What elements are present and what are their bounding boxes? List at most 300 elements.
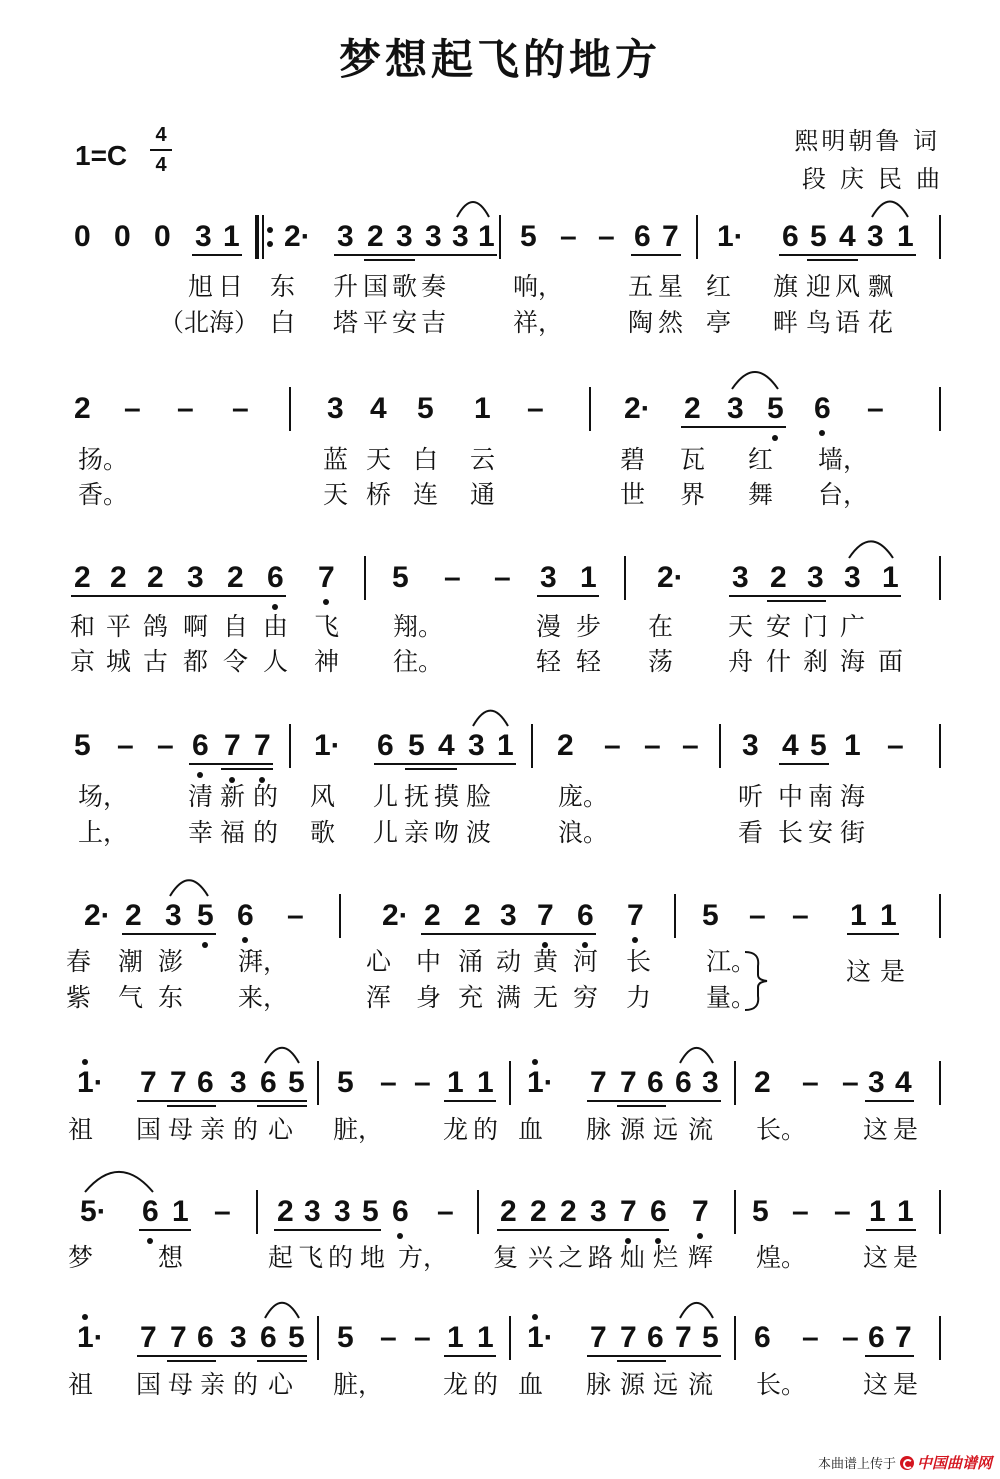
note-2: 2	[367, 220, 384, 253]
lyric-syllable: 都	[183, 647, 209, 676]
beam-underline	[405, 768, 457, 770]
note-6: 6	[754, 1321, 771, 1354]
bar-line	[734, 1316, 736, 1360]
note-3: 3	[327, 392, 344, 425]
beam-underline	[681, 426, 786, 428]
note-6: 6	[577, 899, 594, 932]
duration-dash: –	[124, 392, 141, 425]
bar-line	[499, 215, 501, 259]
bar-line	[317, 1061, 319, 1105]
lyric-syllable: 涌	[458, 947, 484, 976]
lyric-syllable: 清	[188, 782, 214, 811]
bar-line	[939, 556, 941, 600]
lyric-syllable: 血	[518, 1115, 544, 1144]
note-5: 5	[417, 392, 434, 425]
note-1-dotted: 1·	[527, 1066, 554, 1099]
note-2: 2	[125, 899, 142, 932]
beam-underline	[866, 1229, 916, 1231]
note-6: 6	[377, 729, 394, 762]
lyric-syllable: 流	[688, 1115, 714, 1144]
lyric-syllable: 的	[473, 1370, 499, 1399]
time-signature-top: 4	[155, 124, 167, 146]
lyric-syllable: 这	[863, 1243, 889, 1272]
lyric-syllable: 的	[253, 782, 279, 811]
lyric-syllable: 充	[458, 983, 484, 1012]
beam-underline	[334, 254, 497, 256]
lyric-syllable: 瓦	[680, 445, 706, 474]
note-4: 4	[438, 729, 455, 762]
lyric-syllable: 歌	[392, 272, 418, 301]
lyric-syllable: 亲	[200, 1115, 226, 1144]
lyric-syllable: 路	[588, 1243, 614, 1272]
lyric-syllable: 南	[808, 782, 834, 811]
lyric-syllable: 脏，	[333, 1370, 384, 1399]
duration-dash: –	[842, 1321, 859, 1354]
duration-dash: –	[214, 1195, 231, 1228]
lyric-syllable: 龙	[443, 1370, 469, 1399]
note-1: 1	[474, 392, 491, 425]
lyric-syllable: 国	[136, 1115, 162, 1144]
duration-dash: –	[494, 561, 511, 594]
beam-underline	[617, 1360, 666, 1362]
bar-line	[509, 1316, 511, 1360]
note-3: 3	[396, 220, 413, 253]
note-2: 2	[557, 729, 574, 762]
note-1: 1	[850, 899, 867, 932]
lyric-syllable: 风	[835, 272, 861, 301]
note-7: 7	[895, 1321, 912, 1354]
octave-dot-below	[272, 604, 278, 610]
octave-dot-above	[82, 1314, 88, 1320]
lyric-syllable: 煌。	[756, 1243, 807, 1272]
note-3: 3	[187, 561, 204, 594]
note-3: 3	[500, 899, 517, 932]
beam-underline	[137, 1100, 307, 1102]
lyric-syllable: 澎	[158, 947, 184, 976]
duration-dash: –	[117, 729, 134, 762]
note-2: 2	[424, 899, 441, 932]
note-7: 7	[662, 220, 679, 253]
note-3: 3	[844, 561, 861, 594]
lyric-syllable: 陶	[628, 308, 654, 337]
duration-dash: –	[604, 729, 621, 762]
duration-dash: –	[157, 729, 174, 762]
duration-dash: –	[560, 220, 577, 253]
note-6: 6	[392, 1195, 409, 1228]
note-3: 3	[807, 561, 824, 594]
lyric-syllable: 和	[70, 612, 96, 641]
note-3: 3	[702, 1066, 719, 1099]
note-6: 6	[868, 1321, 885, 1354]
lyric-syllable: 吻	[434, 818, 460, 847]
lyric-syllable: 之	[558, 1243, 584, 1272]
lyric-syllable: 梦	[68, 1243, 94, 1272]
lyric-syllable: 这	[863, 1115, 889, 1144]
lyric-syllable: 京	[70, 647, 96, 676]
lyric-syllable: 源	[620, 1115, 646, 1144]
note-5: 5	[408, 729, 425, 762]
lyric-syllable: 脉	[586, 1115, 612, 1144]
note-1: 1	[478, 220, 495, 253]
lyric-syllable: 心	[268, 1115, 294, 1144]
note-3: 3	[230, 1066, 247, 1099]
lyric-syllable: 天	[366, 445, 392, 474]
lyric-syllable: 风	[310, 782, 336, 811]
lyric-syllable: 神	[314, 647, 340, 676]
duration-dash: –	[834, 1195, 851, 1228]
note-5: 5	[288, 1321, 305, 1354]
duration-dash: –	[380, 1321, 397, 1354]
note-3: 3	[195, 220, 212, 253]
octave-dot-below	[197, 772, 203, 778]
lyric-syllable: 远	[653, 1115, 679, 1144]
note-2: 2	[464, 899, 481, 932]
lyric-syllable: 东	[158, 983, 184, 1012]
lyric-syllable: 母	[168, 1115, 194, 1144]
note-3: 3	[425, 220, 442, 253]
lyric-syllable: 舟	[728, 647, 754, 676]
note-6: 6	[650, 1195, 667, 1228]
lyric-syllable: 东	[270, 272, 296, 301]
lyric-syllable: 湃，	[238, 947, 289, 976]
duration-dash: –	[437, 1195, 454, 1228]
bar-line	[939, 1316, 941, 1360]
lyric-syllable: 无	[533, 983, 559, 1012]
bar-line	[939, 1190, 941, 1234]
lyric-syllable: 源	[620, 1370, 646, 1399]
note-7: 7	[620, 1195, 637, 1228]
lyric-syllable: 心	[366, 947, 392, 976]
beam-underline	[274, 1229, 381, 1231]
lyric-syllable: 响，	[513, 272, 564, 301]
lyric-syllable: 然	[658, 308, 684, 337]
note-2-dotted: 2·	[84, 899, 111, 932]
lyric-syllable: 花	[868, 308, 894, 337]
note-2: 2	[500, 1195, 517, 1228]
note-6: 6	[260, 1321, 277, 1354]
lyric-syllable: 荡	[648, 647, 674, 676]
note-7: 7	[170, 1066, 187, 1099]
note-7: 7	[620, 1321, 637, 1354]
note-2: 2	[530, 1195, 547, 1228]
bar-line	[256, 1190, 258, 1234]
duration-dash: –	[749, 899, 766, 932]
lyric-syllable: 的	[233, 1115, 259, 1144]
note-6: 6	[192, 729, 209, 762]
note-7: 7	[140, 1066, 157, 1099]
lyric-syllable: 往。	[393, 647, 444, 676]
note-3: 3	[337, 220, 354, 253]
lyric-syllable: 鸟	[806, 308, 832, 337]
note-3: 3	[732, 561, 749, 594]
note-1: 1	[880, 899, 897, 932]
note-3: 3	[742, 729, 759, 762]
lyric-syllable: 海	[840, 647, 866, 676]
lyric-syllable: 墙，	[818, 445, 869, 474]
lyric-syllable: 广	[840, 612, 866, 641]
duration-dash: –	[414, 1066, 431, 1099]
lyric-syllable: 方，	[398, 1243, 449, 1272]
beam-underline	[167, 1360, 216, 1362]
beam-underline	[139, 1229, 191, 1231]
note-7: 7	[692, 1195, 709, 1228]
duration-dash: –	[527, 392, 544, 425]
note-7: 7	[590, 1321, 607, 1354]
lyric-syllable: 街	[840, 818, 866, 847]
lyric-syllable: 门	[803, 612, 829, 641]
beam-underline	[497, 1229, 669, 1231]
lyric-syllable: 场，	[78, 782, 129, 811]
lyricist-credit: 熙明朝鲁 词	[794, 127, 940, 155]
lyric-syllable: 摸	[434, 782, 460, 811]
beam-underline	[137, 1355, 307, 1357]
bar-line	[339, 894, 341, 938]
note-4: 4	[839, 220, 856, 253]
beam-underline	[587, 1100, 721, 1102]
bar-line	[477, 1190, 479, 1234]
note-5: 5	[520, 220, 537, 253]
note-2: 2	[754, 1066, 771, 1099]
duration-dash: –	[380, 1066, 397, 1099]
beam-underline	[767, 600, 826, 602]
lyric-syllable: 心	[268, 1370, 294, 1399]
lyric-syllable: 起	[268, 1243, 294, 1272]
lyric-syllable: 是	[893, 1115, 919, 1144]
beam-underline	[257, 1105, 307, 1107]
lyric-syllable: 儿	[373, 782, 399, 811]
note-6: 6	[260, 1066, 277, 1099]
lyric-syllable: 国	[363, 272, 389, 301]
bar-line	[364, 556, 366, 600]
lyric-syllable: 来，	[238, 983, 289, 1012]
lyric-syllable: 是	[893, 1243, 919, 1272]
note-3: 3	[867, 220, 884, 253]
note-3: 3	[334, 1195, 351, 1228]
lyric-syllable: 灿	[620, 1243, 646, 1272]
rest-zero: 0	[154, 220, 171, 253]
bar-line	[939, 387, 941, 431]
lyric-syllable: 的	[253, 818, 279, 847]
octave-dot-above	[82, 1059, 88, 1065]
note-7: 7	[224, 729, 241, 762]
note-5: 5	[702, 899, 719, 932]
note-5: 5	[767, 392, 784, 425]
bar-line	[734, 1061, 736, 1105]
lyric-syllable: 浑	[366, 983, 392, 1012]
note-5: 5	[288, 1066, 305, 1099]
lyric-syllable: 亭	[706, 308, 732, 337]
lyric-syllable: 歌	[310, 818, 336, 847]
note-2-dotted: 2·	[624, 392, 651, 425]
lyric-syllable: 连	[413, 480, 439, 509]
beam-underline	[122, 933, 216, 935]
site-logo-icon	[900, 1456, 914, 1470]
octave-dot-above	[532, 1059, 538, 1065]
note-3: 3	[540, 561, 557, 594]
lyric-syllable: 什	[766, 647, 792, 676]
note-1-dotted: 1·	[77, 1066, 104, 1099]
beam-underline	[221, 768, 273, 770]
note-1: 1	[869, 1195, 886, 1228]
note-5: 5	[702, 1321, 719, 1354]
beam-underline	[374, 763, 516, 765]
note-1-dotted: 1·	[527, 1321, 554, 1354]
lyric-syllable: 远	[653, 1370, 679, 1399]
note-7: 7	[590, 1066, 607, 1099]
repeat-start-thick-bar	[255, 215, 259, 259]
note-6: 6	[267, 561, 284, 594]
lyric-syllable: 平	[106, 612, 132, 641]
beam-underline	[807, 259, 858, 261]
lyric-syllable: 波	[466, 818, 492, 847]
beam-underline	[444, 1100, 496, 1102]
lyric-syllable: 气	[118, 983, 144, 1012]
lyric-syllable: 人	[263, 647, 289, 676]
note-1: 1	[447, 1321, 464, 1354]
lyric-syllable: 飞	[298, 1243, 324, 1272]
beam-underline	[865, 1100, 914, 1102]
lyric-syllable: 想	[158, 1243, 184, 1272]
lyric-syllable: （北海）	[159, 308, 260, 337]
lyric-syllable: 步	[576, 612, 602, 641]
lyric-syllable: 世	[620, 480, 646, 509]
lyric-syllable: 长	[778, 818, 804, 847]
octave-dot-below	[819, 430, 825, 436]
lyric-syllable: 祖	[68, 1370, 94, 1399]
lyric-syllable: 浪。	[558, 818, 609, 847]
lyric-syllable: 轻	[576, 647, 602, 676]
octave-dot-below	[242, 937, 248, 943]
lyric-syllable: 红	[706, 272, 732, 301]
note-4: 4	[370, 392, 387, 425]
duration-dash: –	[792, 899, 809, 932]
bar-line	[719, 724, 721, 768]
lyric-syllable: 碧	[620, 445, 646, 474]
lyric-syllable: 脉	[586, 1370, 612, 1399]
lyric-syllable: 日	[218, 272, 244, 301]
note-2: 2	[770, 561, 787, 594]
lyric-syllable: 飞	[314, 612, 340, 641]
lyric-syllable: 通	[470, 480, 496, 509]
note-1: 1	[477, 1321, 494, 1354]
note-4: 4	[895, 1066, 912, 1099]
octave-dot-below	[772, 435, 778, 441]
lyric-syllable: 脸	[466, 782, 492, 811]
lyric-syllable: 语	[835, 308, 861, 337]
note-7: 7	[627, 899, 644, 932]
lyric-syllable: 身	[416, 983, 442, 1012]
lyric-syllable: 界	[680, 480, 706, 509]
lyric-syllable: 的	[473, 1115, 499, 1144]
lyric-syllable: 翔。	[393, 612, 444, 641]
bar-line	[939, 215, 941, 259]
lyric-syllable: 亲	[404, 818, 430, 847]
note-3: 3	[727, 392, 744, 425]
beam-underline	[779, 254, 916, 256]
lyric-syllable: 辉	[688, 1243, 714, 1272]
note-5: 5	[810, 220, 827, 253]
note-7: 7	[537, 899, 554, 932]
composer-credit: 段庆民曲	[802, 165, 954, 193]
note-2: 2	[110, 561, 127, 594]
note-5: 5	[362, 1195, 379, 1228]
lyric-syllable: 听	[738, 782, 764, 811]
lyric-syllable: 五	[628, 272, 654, 301]
duration-dash: –	[177, 392, 194, 425]
lyric-syllable: 黄	[533, 947, 559, 976]
note-6: 6	[197, 1066, 214, 1099]
beam-underline	[189, 763, 273, 765]
lyric-syllable: 舞	[748, 480, 774, 509]
octave-dot-below	[632, 937, 638, 943]
bar-line	[624, 556, 626, 600]
bar-line	[939, 1061, 941, 1105]
lyric-syllable: 海	[840, 782, 866, 811]
lyric-syllable: 香。	[78, 480, 129, 509]
lyric-syllable: 城	[106, 647, 132, 676]
note-2: 2	[684, 392, 701, 425]
duration-dash: –	[842, 1066, 859, 1099]
bar-line	[734, 1190, 736, 1234]
lyric-syllable: 畔	[773, 308, 799, 337]
note-1: 1	[897, 1195, 914, 1228]
lyric-syllable: 鸽	[143, 612, 169, 641]
lyric-syllable: 安	[808, 818, 834, 847]
duration-dash: –	[802, 1321, 819, 1354]
lyric-syllable: 星	[658, 272, 684, 301]
lyric-syllable: 白	[413, 445, 439, 474]
octave-dot-above	[532, 1314, 538, 1320]
lyric-syllable: 平	[363, 308, 389, 337]
lyric-syllable: 中	[778, 782, 804, 811]
lyric-syllable: 兴	[528, 1243, 554, 1272]
note-2: 2	[277, 1195, 294, 1228]
note-2: 2	[227, 561, 244, 594]
duration-dash: –	[887, 729, 904, 762]
note-5: 5	[337, 1066, 354, 1099]
note-3: 3	[468, 729, 485, 762]
duration-dash: –	[598, 220, 615, 253]
duration-dash: –	[792, 1195, 809, 1228]
note-7: 7	[254, 729, 271, 762]
bar-line	[289, 724, 291, 768]
note-6: 6	[814, 392, 831, 425]
lyric-syllable: 啊	[183, 612, 209, 641]
lyric-syllable: 福	[220, 818, 246, 847]
beam-underline	[421, 933, 596, 935]
lyric-syllable: 在	[648, 612, 674, 641]
lyric-syllable: 面	[878, 647, 904, 676]
upload-footer	[818, 1452, 992, 1473]
note-2-dotted: 2·	[657, 561, 684, 594]
lyric-syllable: 满	[496, 983, 522, 1012]
lyric-syllable: 白	[270, 308, 296, 337]
octave-dot-below	[323, 599, 329, 605]
lyric-syllable: 看	[738, 818, 764, 847]
beam-underline	[167, 1105, 216, 1107]
lyric-syllable: 旗	[773, 272, 799, 301]
note-5: 5	[810, 729, 827, 762]
lyric-syllable: 中	[416, 947, 442, 976]
note-6: 6	[647, 1066, 664, 1099]
lyric-syllable: 的	[233, 1370, 259, 1399]
beam-underline	[364, 259, 415, 261]
lyric-syllable: 安	[766, 612, 792, 641]
lyric-syllable: 刹	[803, 647, 829, 676]
lyric-syllable: 河	[573, 947, 599, 976]
note-3: 3	[868, 1066, 885, 1099]
lyric-syllable: 塔	[333, 308, 359, 337]
